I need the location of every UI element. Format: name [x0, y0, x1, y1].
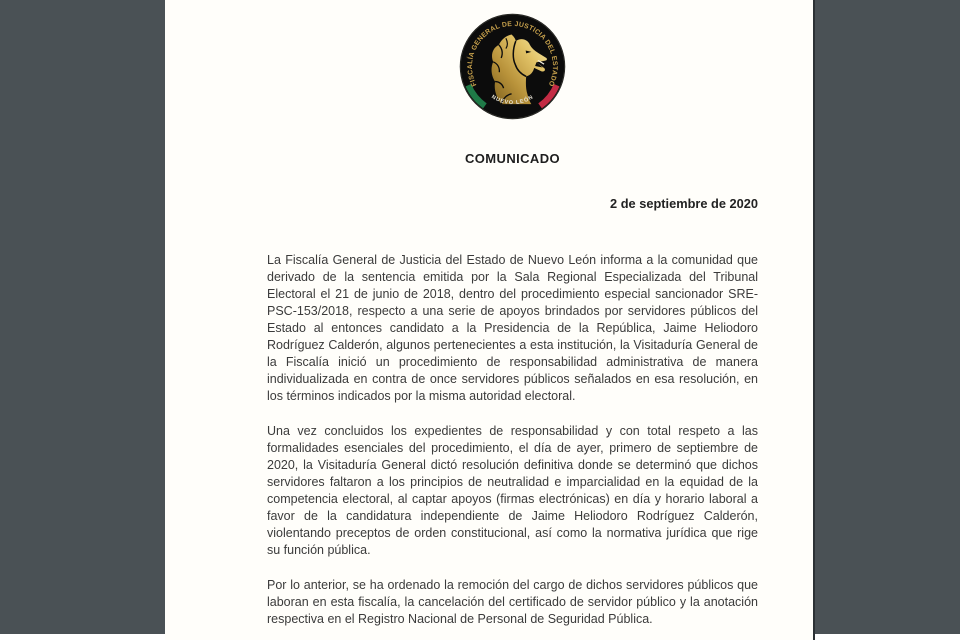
left-letterbox-panel	[0, 0, 165, 634]
lion-emblem-icon	[456, 10, 569, 123]
document-page	[165, 0, 815, 640]
document-content	[267, 0, 758, 628]
logo-bottom-text: NUEVO LEÓN	[490, 94, 535, 107]
paragraph-2: Una vez concluidos los expedientes de responsabilidad y con total respeto a las formalidades esenciales del procedimiento, el día de ayer, primero de septiembre de 2020, la Visitaduría General dictó resolución definitiva donde se determinó que dichos servidores faltaron a los principios de neutralidad e imparcialidad en la equidad de la competencia electoral, al captar apoyos (firmas electrónicas) en día y horario laboral a favor de la candidatura independiente de Jaime Heliodoro Rodríguez Calderón, violentando preceptos de orden constitucional, así como la normativa jurídica que rige su función pública.	[267, 424, 758, 557]
paragraph-1: La Fiscalía General de Justicia del Estado de Nuevo León informa a la comunidad que derivado de la sentencia emitida por la Sala Regional Especializada del Tribunal Electoral el 21 de junio de 2018, dentro del procedimiento especial sancionador SRE-PSC-153/2018, respecto a una serie de apoyos brindados por servidores públicos del Estado al entonces candidato a la Presidencia de la República, Jaime Heliodoro Rodríguez Calderón, algunos pertenecientes a esta institución, la Visitaduría General de la Fiscalía inició un procedimiento de responsabilidad administrativa de manera individualizada en contra de once servidores públicos señalados en esa resolución, en los términos indicados por la misma autoridad electoral.	[267, 253, 758, 403]
fiscalia-logo	[267, 0, 758, 123]
document-date: 2 de septiembre de 2020	[610, 196, 758, 211]
right-letterbox-panel	[815, 0, 960, 634]
document-title: COMUNICADO	[465, 151, 560, 166]
logo-ring-text: FISCALÍA GENERAL DE JUSTICIA DEL ESTADO	[466, 20, 559, 88]
paragraph-3: Por lo anterior, se ha ordenado la remoción del cargo de dichos servidores públicos que laboran en esta fiscalía, la cancelación del certificado de servidor público y la anotación respectiva en el Registro Nacional de Personal de Seguridad Pública.	[267, 578, 758, 626]
